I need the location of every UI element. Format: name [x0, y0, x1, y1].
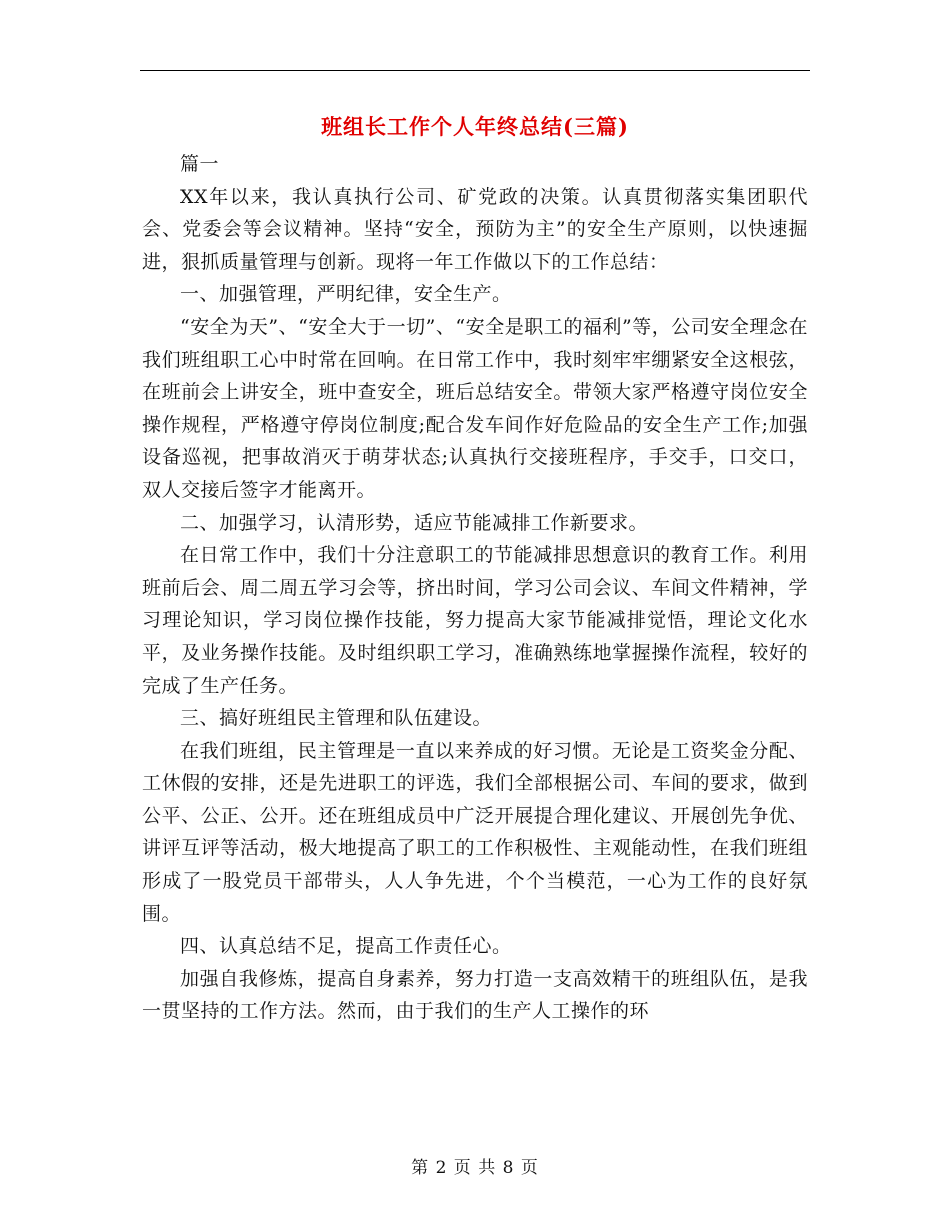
body-paragraph: XX年以来，我认真执行公司、矿党政的决策。认真贯彻落实集团职代会、党委会等会议精神。坚持“安全，预防为主”的安全生产原则，以快速掘进，狠抓质量管理与创新。现将一年工作做以下的工作总结：	[142, 185, 808, 273]
page-number: 第 2 页 共 8 页	[411, 1158, 539, 1178]
body-paragraph: 加强自我修炼，提高自身素养，努力打造一支高效精干的班组队伍，是我一贯坚持的工作方法。然而，由于我们的生产人工操作的环	[142, 967, 808, 1023]
body-paragraph: 在日常工作中，我们十分注意职工的节能减排思想意识的教育工作。利用班前后会、周二周五学习会等，挤出时间，学习公司会议、车间文件精神，学习理论知识，学习岗位操作技能，努力提高大家节能减排觉悟，理论文化水平，及业务操作技能。及时组织职工学习，准确熟练地掌握操作流程，较好的完成了生产任务。	[142, 544, 808, 697]
header-rule	[140, 70, 810, 71]
body-paragraph: 在我们班组，民主管理是一直以来养成的好习惯。无论是工资奖金分配、工休假的安排，还是先进职工的评选，我们全部根据公司、车间的要求，做到公平、公正、公开。还在班组成员中广泛开展提合理化建议、开展创先争优、讲评互评等活动，极大地提高了职工的工作积极性、主观能动性，在我们班组形成了一股党员干部带头，人人争先进，个个当模范，一心为工作的良好氛围。	[142, 739, 808, 925]
section-heading: 二、加强学习，认清形势，适应节能减排工作新要求。	[180, 511, 649, 534]
body-paragraph: “安全为天”、“安全大于一切”、“安全是职工的福利”等，公司安全理念在我们班组职工心中时常在回响。在日常工作中，我时刻牢牢绷紧安全这根弦，在班前会上讲安全，班中查安全，班后总结安全。带领大家严格遵守岗位安全操作规程，严格遵守停岗位制度;配合发车间作好危险品的安全生产工作;加强设备巡视，把事故消灭于萌芽状态;认真执行交接班程序，手交手，口交口，双人交接后签字才能离开。	[142, 315, 808, 501]
document-title: 班组长工作个人年终总结(三篇)	[321, 114, 629, 139]
section-heading: 一、加强管理，严明纪律，安全生产。	[180, 283, 512, 306]
section-label: 篇一	[180, 153, 220, 175]
section-heading: 四、认真总结不足，提高工作责任心。	[180, 935, 512, 958]
section-heading: 三、搞好班组民主管理和队伍建设。	[180, 707, 493, 730]
document-body	[142, 148, 808, 1028]
